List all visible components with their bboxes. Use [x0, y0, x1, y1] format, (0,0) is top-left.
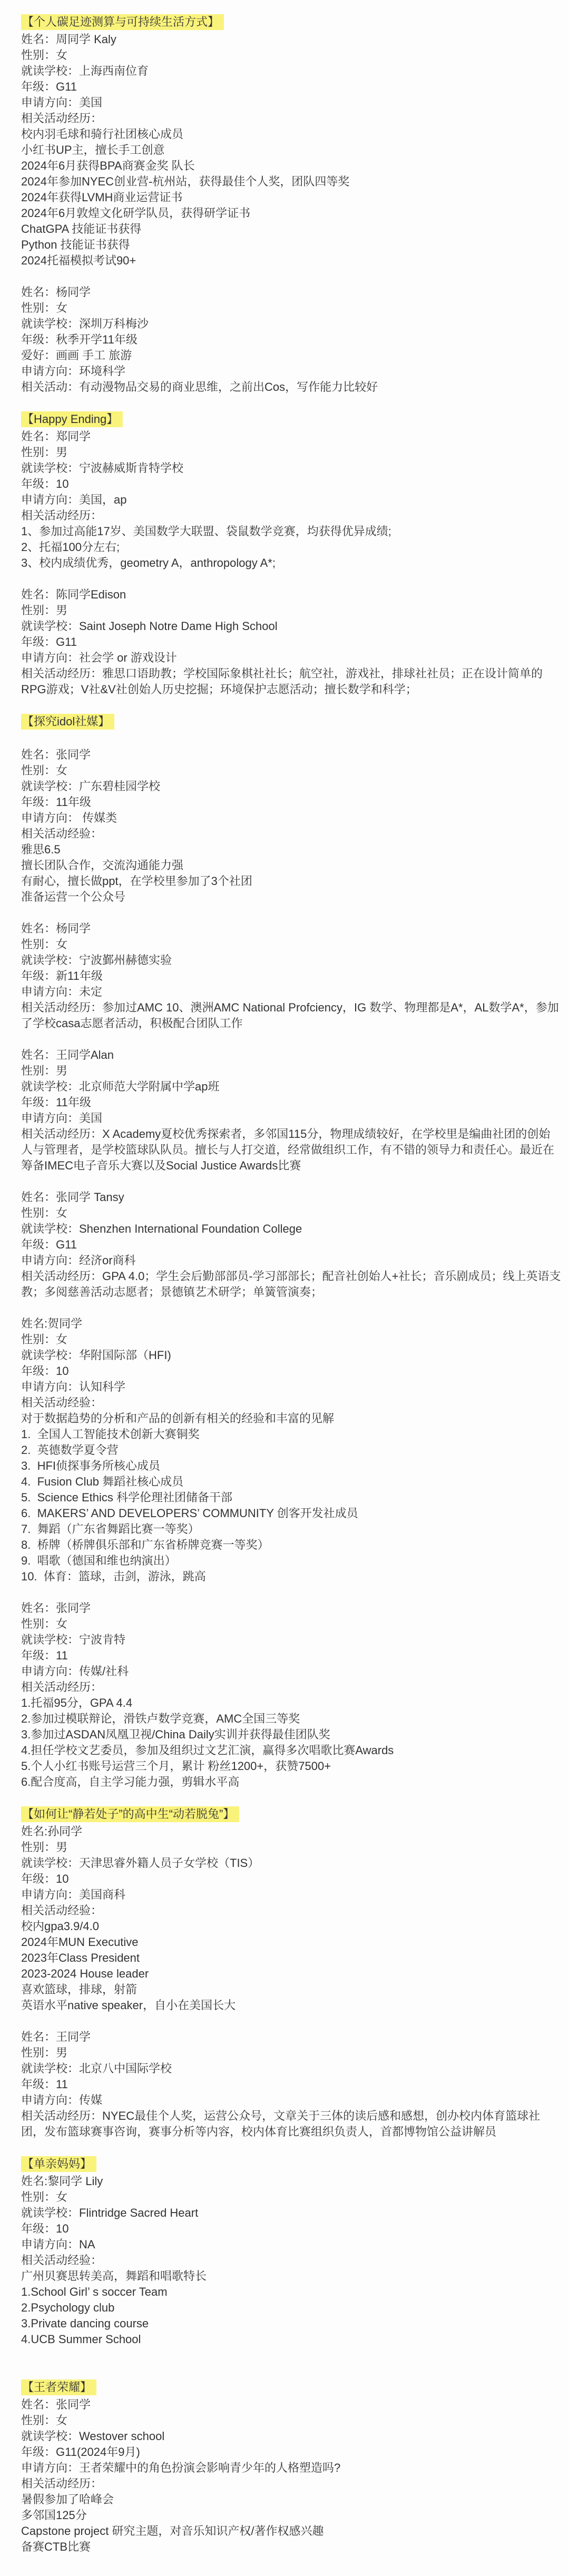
text-line: 相关活动经历：X Academy夏校优秀探索者，多邻国115分，物理成绩较好，在学校里是编曲社团的创始人与管理者，是学校篮球队队员。擅长与人打交道，经常做组织工作，有不错的领导力和责任心。最近在筹备IMEC电子音乐大赛以及Social Justice Awards比赛 [21, 1127, 555, 1172]
text-line: 姓名：王同学 [21, 2030, 91, 2043]
text-line: 性别：男 [21, 604, 68, 617]
text-line: 就读学校：Westover school [21, 2430, 165, 2443]
text-line: 2024年获得LVMH商业运营证书 [21, 191, 183, 204]
text-line: 姓名：郑同学 [21, 430, 91, 443]
text-line: 2024年参加NYEC创业营-杭州站，获得最佳个人奖，团队四等奖 [21, 175, 350, 188]
text-line: 申请方向：传媒 [21, 2093, 103, 2107]
text-line: 申请方向：环境科学 [21, 365, 126, 378]
blank-line [21, 2363, 562, 2379]
text-line: 雅思6.5 [21, 843, 61, 856]
text-line: 年级：11年级 [21, 795, 91, 809]
text-line: 申请方向：认知科学 [21, 1380, 126, 1393]
section-header: 【王者荣耀】 [21, 2380, 96, 2395]
text-line: 3.Private dancing course [21, 2317, 149, 2330]
text-line: 就读学校：上海西南位育 [21, 64, 149, 77]
text-line: 年级：11 [21, 2078, 68, 2091]
text-line: 就读学校：深圳万科梅沙 [21, 317, 149, 330]
blank-line [21, 905, 562, 921]
text-line: 姓名：张同学 [21, 748, 91, 761]
text-line: 年级：10 [21, 477, 69, 490]
text-line: 2.参加过模联辩论，滑铁卢数学竞赛，AMC全国三等奖 [21, 1712, 300, 1725]
text-line: 相关活动经历： [21, 2477, 103, 2490]
text-line: 爱好：画画 手工 旅游 [21, 349, 132, 362]
text-line: 1、参加过高能17岁、美国数学大联盟、袋鼠数学竞赛，均获得优异成绩; [21, 525, 391, 538]
text-line: 性别：女 [21, 48, 68, 62]
text-line: 就读学校：华附国际部（HFI) [21, 1349, 171, 1362]
text-line: 相关活动经验： [21, 1904, 103, 1917]
text-line: 2024年6月获得BPA商赛金奖 队长 [21, 159, 195, 172]
text-line: 性别：女 [21, 1617, 68, 1630]
text-line: 申请方向：王者荣耀中的角色扮演会影响青少年的人格塑造吗? [21, 2461, 341, 2474]
text-line: 3.参加过ASDAN凤凰卫视/China Daily实训并获得最佳团队奖 [21, 1728, 330, 1741]
section-header-row [21, 2156, 562, 2173]
text-line: 2023年Class President [21, 1951, 140, 1964]
text-line: 年级：10 [21, 1872, 69, 1885]
text-line: 申请方向：经济or商科 [21, 1254, 136, 1267]
text-line: 小红书UP主，擅长手工创意 [21, 143, 165, 156]
text-line: 就读学校：Shenzhen International Foundation College [21, 1222, 302, 1235]
blank-line [21, 2140, 562, 2156]
text-line: 申请方向： 传媒类 [21, 811, 117, 824]
text-line: 性别：男 [21, 2046, 68, 2059]
blank-line [21, 269, 562, 284]
text-line: 2. 英德数学夏令营 [21, 1443, 119, 1457]
text-line: 年级：11年级 [21, 1096, 91, 1109]
text-line: 姓名：杨同学 [21, 286, 91, 299]
text-line: ChatGPA 技能证书获得 [21, 222, 142, 235]
text-line: 年级：11 [21, 1649, 68, 1662]
text-line: 性别：女 [21, 301, 68, 314]
text-line: 性别：男 [21, 1841, 68, 1854]
text-line: 2、托福100分左右; [21, 540, 120, 554]
text-line: 2024托福模拟考试90+ [21, 254, 136, 267]
text-line: 6. MAKERS’ AND DEVELOPERS’ COMMUNITY 创客开发社成员 [21, 1507, 358, 1520]
text-line: 1.School Girl’ s soccer Team [21, 2285, 168, 2298]
text-line: 4.担任学校文艺委员，参加及组织过文艺汇演，赢得多次唱歌比赛Awards [21, 1744, 394, 1757]
text-line: 相关活动经历：GPA 4.0；学生会后勤部部员-学习部部长；配音社创始人+社长；音乐剧成员；线上英语支教；多阅慈善活动志愿者；景德镇艺术研学；单簧管演奏； [21, 1270, 561, 1299]
text-line: 8. 桥牌（桥牌俱乐部和广东省桥牌竞赛一等奖） [21, 1538, 269, 1551]
text-line: Python 技能证书获得 [21, 238, 130, 251]
text-line: 年级：G11(2024年9月) [21, 2445, 140, 2459]
section-header: 【探究idol社媒】 [21, 714, 114, 730]
text-line: 申请方向：美国 [21, 96, 103, 109]
text-line: 4.UCB Summer School [21, 2333, 141, 2346]
text-line: 2023-2024 House leader [21, 1967, 149, 1980]
blank-line [21, 1174, 562, 1189]
text-line: 5.个人小红书账号运营三个月，累计 粉丝1200+，获赞7500+ [21, 1759, 331, 1773]
text-line: 相关活动经验： [21, 2254, 103, 2267]
text-line: 3. HFI侦探事务所核心成员 [21, 1459, 161, 1472]
text-line: 有耐心，擅长做ppt，在学校里参加了3个社团 [21, 874, 252, 888]
text-line: 性别：女 [21, 764, 68, 777]
section-header-row [21, 714, 562, 731]
text-line: 姓名：张同学 [21, 2398, 91, 2411]
text-line: 1. 全国人工智能技术创新大赛铜奖 [21, 1428, 200, 1441]
text-line: 英语水平native speaker，自小在美国长大 [21, 1999, 236, 2012]
text-line: 年级：G11 [21, 635, 77, 648]
text-line: 姓名：张同学 Tansy [21, 1191, 124, 1204]
text-line: 7. 舞蹈（广东省舞蹈比赛一等奖） [21, 1522, 200, 1536]
text-line: 相关活动经历：雅思口语助教；学校国际象棋社社长；航空社，游戏社，排球社社员；正在设计简单的RPG游戏；V社&V社创始人历史挖掘；环境保护志愿活动；擅长数学和科学； [21, 667, 543, 696]
text-line: 喜欢篮球，排球，射箭 [21, 1983, 138, 1996]
blank-line [21, 2013, 562, 2029]
text-line: 姓名：杨同学 [21, 922, 91, 935]
text-line: 9. 唱歌（德国和维也纳演出） [21, 1554, 176, 1567]
text-line: 准备运营一个公众号 [21, 890, 126, 903]
text-line: 性别：男 [21, 446, 68, 459]
text-line: 性别：女 [21, 938, 68, 951]
section-header-row [21, 1806, 562, 1823]
text-line: 相关活动经历：NYEC最佳个人奖，运营公众号，文章关于三体的读后感和感想，创办校内体育篮球社团，发布篮球赛事咨询，赛事分析等内容，校内体育比赛组织负责人，首都博物馆公益讲解员 [21, 2109, 541, 2138]
text-line: 年级：新11年级 [21, 969, 103, 982]
section-header: 【如何让“静若处子”的高中生“动若脱兔”】 [21, 1806, 239, 1822]
text-line: 年级：秋季开学11年级 [21, 333, 138, 346]
section-header-row [21, 14, 562, 31]
text-line: 姓名：陈同学Edison [21, 588, 126, 601]
text-line: 广州贝赛思转美高，舞蹈和唱歌特长 [21, 2269, 207, 2283]
text-line: 就读学校：宁波鄞州赫德实验 [21, 953, 172, 967]
text-line: 2024年6月敦煌文化研学队员，获得研学证书 [21, 207, 251, 220]
text-line: 1.托福95分，GPA 4.4 [21, 1696, 133, 1709]
text-line: 就读学校：北京八中国际学校 [21, 2062, 172, 2075]
text-line: 就读学校：宁波赫威斯肯特学校 [21, 461, 184, 475]
text-line: 校内gpa3.9/4.0 [21, 1920, 99, 1933]
text-line: 相关活动经历：参加过AMC 10、澳洲AMC National Profciency，IG 数学、物理都是A*，AL数学A*，参加了学校casa志愿者活动，积极配合团队工作 [21, 1001, 559, 1030]
section-header: 【个人碳足迹测算与可持续生活方式】 [21, 14, 224, 30]
text-line: 申请方向：未定 [21, 985, 103, 998]
text-line: 申请方向：美国商科 [21, 1888, 126, 1901]
blank-line [21, 1585, 562, 1600]
text-line: 申请方向：美国 [21, 1112, 103, 1125]
blank-line [21, 697, 562, 713]
text-line: 3、校内成绩优秀，geometry A，anthropology A*; [21, 556, 276, 569]
text-line: 姓名:黎同学 Lily [21, 2175, 103, 2188]
text-line: 姓名:孙同学 [21, 1825, 83, 1838]
text-line: 相关活动：有动漫物品交易的商业思维，之前出Cos，写作能力比较好 [21, 380, 378, 394]
text-line: 性别：女 [21, 1206, 68, 1220]
text-line: 10. 体育：篮球，击剑，游泳，跳高 [21, 1570, 206, 1583]
text-line: 相关活动经历： [21, 509, 103, 522]
text-line: 年级：G11 [21, 1238, 77, 1251]
text-line: 5. Science Ethics 科学伦理社团储备干部 [21, 1491, 232, 1504]
section-header-row [21, 411, 562, 428]
text-line: 申请方向：美国，ap [21, 493, 127, 506]
text-line: 申请方向：传媒/社科 [21, 1665, 129, 1678]
text-line: Capstone project 研究主题，对音乐知识产权/著作权感兴趣 [21, 2524, 324, 2538]
text-line: 年级：10 [21, 1364, 69, 1378]
text-line: 对于数据趋势的分析和产品的创新有相关的经验和丰富的见解 [21, 1412, 335, 1425]
text-line: 性别：女 [21, 2414, 68, 2427]
text-line: 校内羽毛球和骑行社团核心成员 [21, 127, 184, 141]
text-line: 年级：G11 [21, 80, 77, 93]
text-line: 相关活动经验： [21, 827, 103, 840]
text-line: 2.Psychology club [21, 2301, 115, 2314]
text-line: 姓名:贺同学 [21, 1317, 83, 1330]
text-line: 年级：10 [21, 2222, 69, 2235]
text-line: 就读学校：北京师范大学附属中学ap班 [21, 1080, 220, 1093]
text-line: 相关活动经验： [21, 1396, 103, 1409]
text-line: 申请方向：社会学 or 游戏设计 [21, 651, 177, 664]
text-line: 擅长团队合作，交流沟通能力强 [21, 859, 184, 872]
blank-line [21, 571, 562, 587]
blank-line [21, 1031, 562, 1047]
text-line: 就读学校：Saint Joseph Notre Dame High School [21, 620, 278, 633]
text-line: 6.配合度高，自主学习能力强，剪辑水平高 [21, 1775, 240, 1788]
text-line: 就读学校：Flintridge Sacred Heart [21, 2206, 199, 2219]
text-line: 多邻国125分 [21, 2509, 87, 2522]
text-line: 就读学校：宁波肯特 [21, 1633, 126, 1646]
text-line: 姓名：王同学Alan [21, 1048, 114, 1061]
section-header-row [21, 2380, 562, 2396]
text-line: 相关活动经历： [21, 112, 103, 125]
text-line: 性别：男 [21, 1064, 68, 1077]
blank-line [21, 395, 562, 411]
text-line: 2024年MUN Executive [21, 1935, 139, 1949]
text-line: 姓名：周同学 Kaly [21, 33, 116, 46]
text-line: 性别：女 [21, 2190, 68, 2204]
blank-line [21, 1790, 562, 1806]
section-header: 【单亲妈妈】 [21, 2156, 96, 2172]
text-line: 就读学校：广东碧桂园学校 [21, 780, 161, 793]
text-line: 申请方向：NA [21, 2238, 95, 2251]
text-line: 姓名：张同学 [21, 1601, 91, 1615]
blank-line [21, 1300, 562, 1316]
text-line: 4. Fusion Club 舞蹈社核心成员 [21, 1475, 184, 1488]
text-line: 相关活动经历： [21, 1680, 103, 1694]
text-line: 就读学校：天津思睿外籍人员子女学校（TIS） [21, 1856, 260, 1870]
blank-line [21, 2347, 562, 2363]
blank-line [21, 731, 562, 747]
text-line: 暑假参加了哈峰会 [21, 2493, 114, 2506]
text-line: 性别：女 [21, 1333, 68, 1346]
text-line: 备赛CTB比赛 [21, 2540, 91, 2553]
section-header: 【Happy Ending】 [21, 411, 123, 427]
